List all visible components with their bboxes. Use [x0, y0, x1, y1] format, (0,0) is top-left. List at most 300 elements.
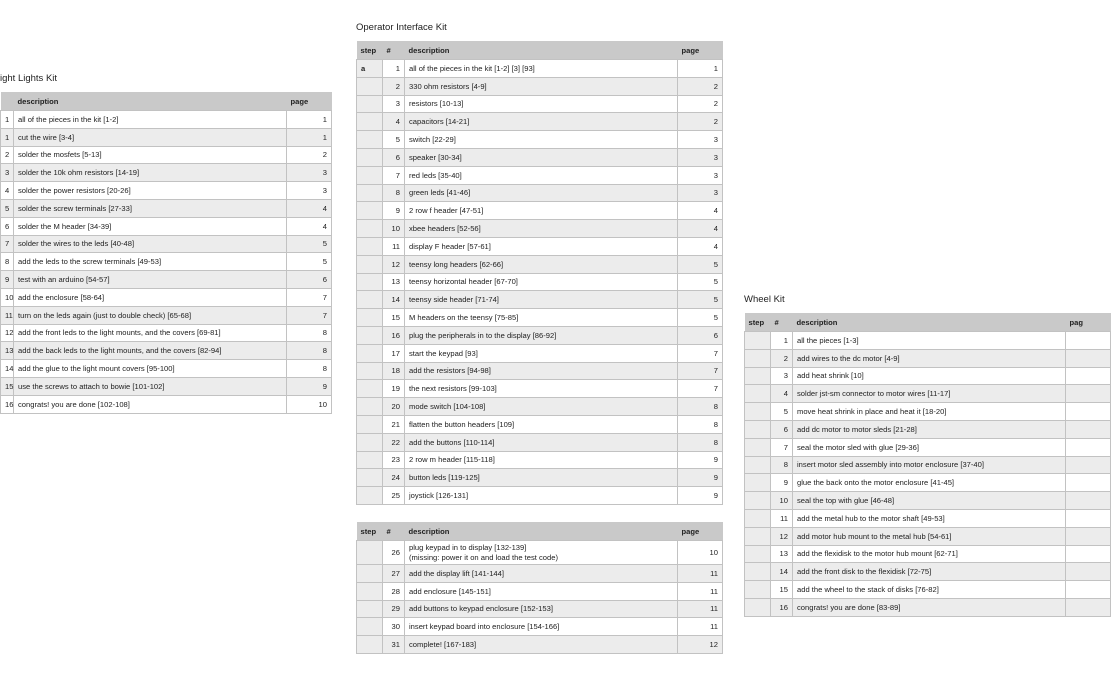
step-cell: [745, 385, 771, 403]
step-cell: [357, 380, 383, 398]
page-number: 9: [678, 487, 723, 505]
page-number: [1066, 385, 1111, 403]
page-number: [1066, 598, 1111, 616]
step-number: 30: [383, 618, 405, 636]
step-number: 17: [383, 344, 405, 362]
step-number: 15: [383, 309, 405, 327]
step-number: 10: [771, 492, 793, 510]
table-row: [357, 202, 723, 220]
step-description: flatten the button headers [109]: [405, 415, 678, 433]
step-number: 1: [1, 128, 14, 146]
table-row: [745, 492, 1111, 510]
table-row: [745, 385, 1111, 403]
step-number: 18: [383, 362, 405, 380]
table-row: [1, 111, 332, 129]
step-number: 6: [1, 217, 14, 235]
step-number: 16: [771, 598, 793, 616]
step-description: 2 row f header [47-51]: [405, 202, 678, 220]
operator-kit-continued-table: [356, 522, 723, 654]
page-number: [1066, 332, 1111, 350]
table-row: [357, 237, 723, 255]
table-row: [1, 395, 332, 413]
page-number: 1: [678, 60, 723, 78]
page-number: [1066, 420, 1111, 438]
step-cell: [745, 545, 771, 563]
step-description: solder the wires to the leds [40-48]: [14, 235, 287, 253]
page-number: 10: [287, 395, 332, 413]
page-number: [1066, 438, 1111, 456]
page-number: 9: [678, 451, 723, 469]
step-number: 1: [771, 332, 793, 350]
page-number: 5: [678, 273, 723, 291]
step-number: 12: [1, 324, 14, 342]
step-description: add heat shrink [10]: [793, 367, 1066, 385]
step-number: 26: [383, 541, 405, 565]
table-row: [357, 344, 723, 362]
table-row: [357, 469, 723, 487]
page-number: 4: [287, 217, 332, 235]
step-number: 3: [1, 164, 14, 182]
step-cell: [745, 332, 771, 350]
step-number: 3: [383, 95, 405, 113]
table-row: [1, 360, 332, 378]
table-header-row: [357, 41, 723, 60]
page-number: 10: [678, 541, 723, 565]
header-page: pag: [1066, 313, 1111, 332]
step-description: solder the mosfets [5-13]: [14, 146, 287, 164]
step-description: add the wheel to the stack of disks [76-82]: [793, 581, 1066, 599]
step-number: 9: [383, 202, 405, 220]
page-number: 8: [678, 415, 723, 433]
operator-kit-title: Operator Interface Kit: [356, 22, 447, 33]
table-row: [357, 291, 723, 309]
step-description: all of the pieces in the kit [1-2]: [14, 111, 287, 129]
step-number: 16: [383, 326, 405, 344]
page-number: 2: [287, 146, 332, 164]
page-number: [1066, 367, 1111, 385]
table-row: [357, 309, 723, 327]
page-number: 6: [287, 271, 332, 289]
step-number: 3: [771, 367, 793, 385]
step-number: 2: [383, 77, 405, 95]
step-description: joystick [126-131]: [405, 487, 678, 505]
step-cell: [357, 184, 383, 202]
step-description: display F header [57-61]: [405, 237, 678, 255]
page-number: 3: [678, 131, 723, 149]
page-number: [1066, 581, 1111, 599]
table-row: [745, 527, 1111, 545]
page-number: 12: [678, 636, 723, 654]
step-description: add wires to the dc motor [4-9]: [793, 349, 1066, 367]
header-description: description: [405, 522, 678, 541]
step-description: start the keypad [93]: [405, 344, 678, 362]
step-cell: [357, 113, 383, 131]
header-description: description: [405, 41, 678, 60]
page-number: 5: [287, 235, 332, 253]
step-number: 7: [383, 166, 405, 184]
step-number: 2: [771, 349, 793, 367]
page-number: 11: [678, 582, 723, 600]
step-cell: [357, 344, 383, 362]
step-description: move heat shrink in place and heat it [18-20]: [793, 403, 1066, 421]
step-description: add the enclosure [58-64]: [14, 288, 287, 306]
step-description: solder jst-sm connector to motor wires [11-17]: [793, 385, 1066, 403]
step-description: insert keypad board into enclosure [154-166]: [405, 618, 678, 636]
table-row: [357, 184, 723, 202]
table-row: [357, 326, 723, 344]
step-cell: [745, 492, 771, 510]
step-number: 1: [1, 111, 14, 129]
step-number: 4: [383, 113, 405, 131]
step-description: [405, 541, 678, 565]
page-number: 1: [287, 111, 332, 129]
step-number: 27: [383, 565, 405, 583]
table-row: [357, 255, 723, 273]
header-page: page: [678, 41, 723, 60]
header-num: #: [383, 41, 405, 60]
header-step: step: [745, 313, 771, 332]
table-row: [357, 398, 723, 416]
table-row: [357, 618, 723, 636]
step-cell: [357, 131, 383, 149]
page-number: [1066, 509, 1111, 527]
step-number: 11: [383, 237, 405, 255]
header-num: #: [383, 522, 405, 541]
page-number: 7: [287, 288, 332, 306]
step-number: 2: [1, 146, 14, 164]
step-number: 24: [383, 469, 405, 487]
step-description: use the screws to attach to bowie [101-102]: [14, 377, 287, 395]
page-number: 4: [678, 220, 723, 238]
step-cell: [357, 362, 383, 380]
step-cell: [745, 563, 771, 581]
step-cell: [357, 487, 383, 505]
page-number: 9: [287, 377, 332, 395]
table-row: [1, 271, 332, 289]
step-number: 13: [383, 273, 405, 291]
step-cell: [357, 541, 383, 565]
step-description: add the flexidisk to the motor hub mount [62-71]: [793, 545, 1066, 563]
page-number: 7: [678, 362, 723, 380]
page-number: 2: [678, 95, 723, 113]
page-number: 3: [678, 148, 723, 166]
step-number: 8: [383, 184, 405, 202]
page-number: 3: [287, 182, 332, 200]
step-description: add the back leds to the light mounts, and the covers [82-94]: [14, 342, 287, 360]
step-description: add the metal hub to the motor shaft [49-53]: [793, 509, 1066, 527]
table-row: [745, 332, 1111, 350]
step-cell: [745, 420, 771, 438]
step-number: 25: [383, 487, 405, 505]
table-row: [357, 166, 723, 184]
page-number: 8: [287, 360, 332, 378]
step-cell: [745, 349, 771, 367]
step-description: add the front leds to the light mounts, and the covers [69-81]: [14, 324, 287, 342]
table-row: [357, 433, 723, 451]
step-cell: [357, 582, 383, 600]
step-cell: [357, 291, 383, 309]
wheel-kit-clip: [744, 313, 1084, 623]
header-description: description: [14, 92, 287, 111]
step-number: 14: [771, 563, 793, 581]
step-description: congrats! you are done [83-89]: [793, 598, 1066, 616]
description-note: (missing: power it on and load the test code): [409, 552, 559, 562]
page-number: 1: [287, 128, 332, 146]
page-number: 5: [678, 309, 723, 327]
page-number: [1066, 545, 1111, 563]
page-number: [1066, 563, 1111, 581]
step-cell: [357, 148, 383, 166]
step-cell: [745, 527, 771, 545]
table-header-row: [1, 92, 332, 111]
header-step: step: [357, 41, 383, 60]
table-row: [357, 451, 723, 469]
step-cell: [745, 456, 771, 474]
table-header-row: [357, 522, 723, 541]
step-number: 5: [1, 199, 14, 217]
step-number: 7: [1, 235, 14, 253]
table-row: [357, 582, 723, 600]
step-description: red leds [35-40]: [405, 166, 678, 184]
step-cell: [357, 398, 383, 416]
step-description: add the front disk to the flexidisk [72-75]: [793, 563, 1066, 581]
step-cell: [357, 565, 383, 583]
table-row: [745, 563, 1111, 581]
step-number: 15: [1, 377, 14, 395]
table-row: [357, 60, 723, 78]
step-description: resistors [10-13]: [405, 95, 678, 113]
table-row: [357, 220, 723, 238]
table-row: [357, 362, 723, 380]
step-description: add the leds to the screw terminals [49-53]: [14, 253, 287, 271]
step-description: capacitors [14-21]: [405, 113, 678, 131]
step-cell: [357, 95, 383, 113]
step-description: add enclosure [145-151]: [405, 582, 678, 600]
page-number: 4: [678, 237, 723, 255]
table-row: [357, 380, 723, 398]
page-number: 5: [678, 255, 723, 273]
wheel-kit-table: [744, 313, 1111, 617]
header-description: description: [793, 313, 1066, 332]
step-cell: [745, 598, 771, 616]
step-cell: [357, 636, 383, 654]
step-cell: [745, 474, 771, 492]
table-row: [1, 288, 332, 306]
step-cell: [357, 309, 383, 327]
page-number: 8: [287, 342, 332, 360]
step-description: plug the peripherals in to the display [86-92]: [405, 326, 678, 344]
step-cell: [357, 255, 383, 273]
lights-kit-table: [0, 92, 332, 414]
table-row: [1, 182, 332, 200]
table-row: [745, 545, 1111, 563]
page-number: 7: [287, 306, 332, 324]
page-number: [1066, 456, 1111, 474]
table-row: [1, 128, 332, 146]
step-number: 4: [771, 385, 793, 403]
page-number: [1066, 527, 1111, 545]
step-description: speaker [30-34]: [405, 148, 678, 166]
step-number: 11: [1, 306, 14, 324]
step-description: solder the screw terminals [27-33]: [14, 199, 287, 217]
step-description: all the pieces [1-3]: [793, 332, 1066, 350]
step-description: green leds [41-46]: [405, 184, 678, 202]
header-step: step: [357, 522, 383, 541]
step-number: 12: [383, 255, 405, 273]
step-number: 19: [383, 380, 405, 398]
step-number: 8: [1, 253, 14, 271]
step-number: 9: [1, 271, 14, 289]
table-row: [1, 199, 332, 217]
table-row: [745, 367, 1111, 385]
step-description: 2 row m header [115-118]: [405, 451, 678, 469]
table-row: [357, 415, 723, 433]
step-description: mode switch [104-108]: [405, 398, 678, 416]
lights-kit-title: ight Lights Kit: [0, 73, 58, 84]
step-description: add the buttons [110-114]: [405, 433, 678, 451]
page-number: 2: [678, 113, 723, 131]
page-number: 4: [287, 199, 332, 217]
header-page: page: [287, 92, 332, 111]
table-row: [745, 581, 1111, 599]
step-description: solder the M header [34-39]: [14, 217, 287, 235]
table-row: [357, 636, 723, 654]
step-description: glue the back onto the motor enclosure [41-45]: [793, 474, 1066, 492]
page-number: 3: [287, 164, 332, 182]
table-row: [357, 113, 723, 131]
step-cell: [745, 509, 771, 527]
table-row: [357, 95, 723, 113]
table-row: [1, 217, 332, 235]
operator-kit-table: [356, 41, 723, 505]
table-row: [745, 349, 1111, 367]
table-row: [1, 306, 332, 324]
step-number: 1: [383, 60, 405, 78]
step-description: add the glue to the light mount covers [95-100]: [14, 360, 287, 378]
table-row: [745, 420, 1111, 438]
table-row: [1, 235, 332, 253]
step-number: 14: [383, 291, 405, 309]
table-row: [357, 77, 723, 95]
step-cell: [357, 469, 383, 487]
step-cell: [357, 273, 383, 291]
step-cell: [357, 202, 383, 220]
page-number: 8: [287, 324, 332, 342]
step-number: 13: [1, 342, 14, 360]
table-row: [745, 598, 1111, 616]
step-number: 11: [771, 509, 793, 527]
table-row: [1, 253, 332, 271]
step-number: 6: [771, 420, 793, 438]
step-description: M headers on the teensy [75-85]: [405, 309, 678, 327]
page-number: 3: [678, 184, 723, 202]
step-number: 7: [771, 438, 793, 456]
step-description: complete! [167-183]: [405, 636, 678, 654]
table-row: [745, 403, 1111, 421]
page-number: 6: [678, 326, 723, 344]
step-number: 6: [383, 148, 405, 166]
step-cell: [357, 415, 383, 433]
step-cell: [357, 237, 383, 255]
page-number: 5: [287, 253, 332, 271]
step-description: seal the motor sled with glue [29-36]: [793, 438, 1066, 456]
step-description: add dc motor to motor sleds [21-28]: [793, 420, 1066, 438]
step-description: add buttons to keypad enclosure [152-153]: [405, 600, 678, 618]
step-number: 31: [383, 636, 405, 654]
table-row: [357, 565, 723, 583]
step-number: 12: [771, 527, 793, 545]
step-description: solder the 10k ohm resistors [14-19]: [14, 164, 287, 182]
page-number: 4: [678, 202, 723, 220]
table-row: [745, 509, 1111, 527]
table-row: [1, 324, 332, 342]
table-row: [745, 474, 1111, 492]
step-description: teensy long headers [62-66]: [405, 255, 678, 273]
step-number: 22: [383, 433, 405, 451]
step-description: xbee headers [52-56]: [405, 220, 678, 238]
page-number: 9: [678, 469, 723, 487]
step-number: 21: [383, 415, 405, 433]
step-description: add the display lift [141-144]: [405, 565, 678, 583]
step-cell: [357, 433, 383, 451]
wheel-kit-title: Wheel Kit: [744, 294, 785, 305]
step-cell: [357, 618, 383, 636]
table-row: [357, 148, 723, 166]
table-row: [357, 541, 723, 565]
header-num: #: [771, 313, 793, 332]
step-description: all of the pieces in the kit [1-2] [3] [93]: [405, 60, 678, 78]
table-row: [1, 342, 332, 360]
step-cell: [357, 326, 383, 344]
step-description: add the resistors [94-98]: [405, 362, 678, 380]
table-row: [357, 131, 723, 149]
step-cell: [745, 403, 771, 421]
page-number: 7: [678, 344, 723, 362]
step-cell: [745, 581, 771, 599]
step-number: 20: [383, 398, 405, 416]
step-number: 8: [771, 456, 793, 474]
step-number: 4: [1, 182, 14, 200]
step-number: 15: [771, 581, 793, 599]
step-cell: [357, 166, 383, 184]
page-number: [1066, 403, 1111, 421]
table-header-row: [745, 313, 1111, 332]
step-description: teensy side header [71-74]: [405, 291, 678, 309]
step-cell: [357, 77, 383, 95]
table-row: [357, 487, 723, 505]
page-number: [1066, 492, 1111, 510]
page-number: 11: [678, 618, 723, 636]
step-cell: [357, 220, 383, 238]
step-number: 5: [771, 403, 793, 421]
step-number: 5: [383, 131, 405, 149]
step-cell: [357, 600, 383, 618]
step-description: teensy horizontal header [67-70]: [405, 273, 678, 291]
page-number: 8: [678, 398, 723, 416]
step-description: switch [22-29]: [405, 131, 678, 149]
step-description: seal the top with glue [46-48]: [793, 492, 1066, 510]
step-description: test with an arduino [54-57]: [14, 271, 287, 289]
step-description: the next resistors [99-103]: [405, 380, 678, 398]
step-number: 23: [383, 451, 405, 469]
page-number: 11: [678, 565, 723, 583]
page-number: 3: [678, 166, 723, 184]
step-description: 330 ohm resistors [4-9]: [405, 77, 678, 95]
step-cell: [357, 451, 383, 469]
description-line: plug keypad in to display [132-139]: [409, 542, 527, 552]
step-description: button leds [119-125]: [405, 469, 678, 487]
step-description: turn on the leds again (just to double check) [65-68]: [14, 306, 287, 324]
